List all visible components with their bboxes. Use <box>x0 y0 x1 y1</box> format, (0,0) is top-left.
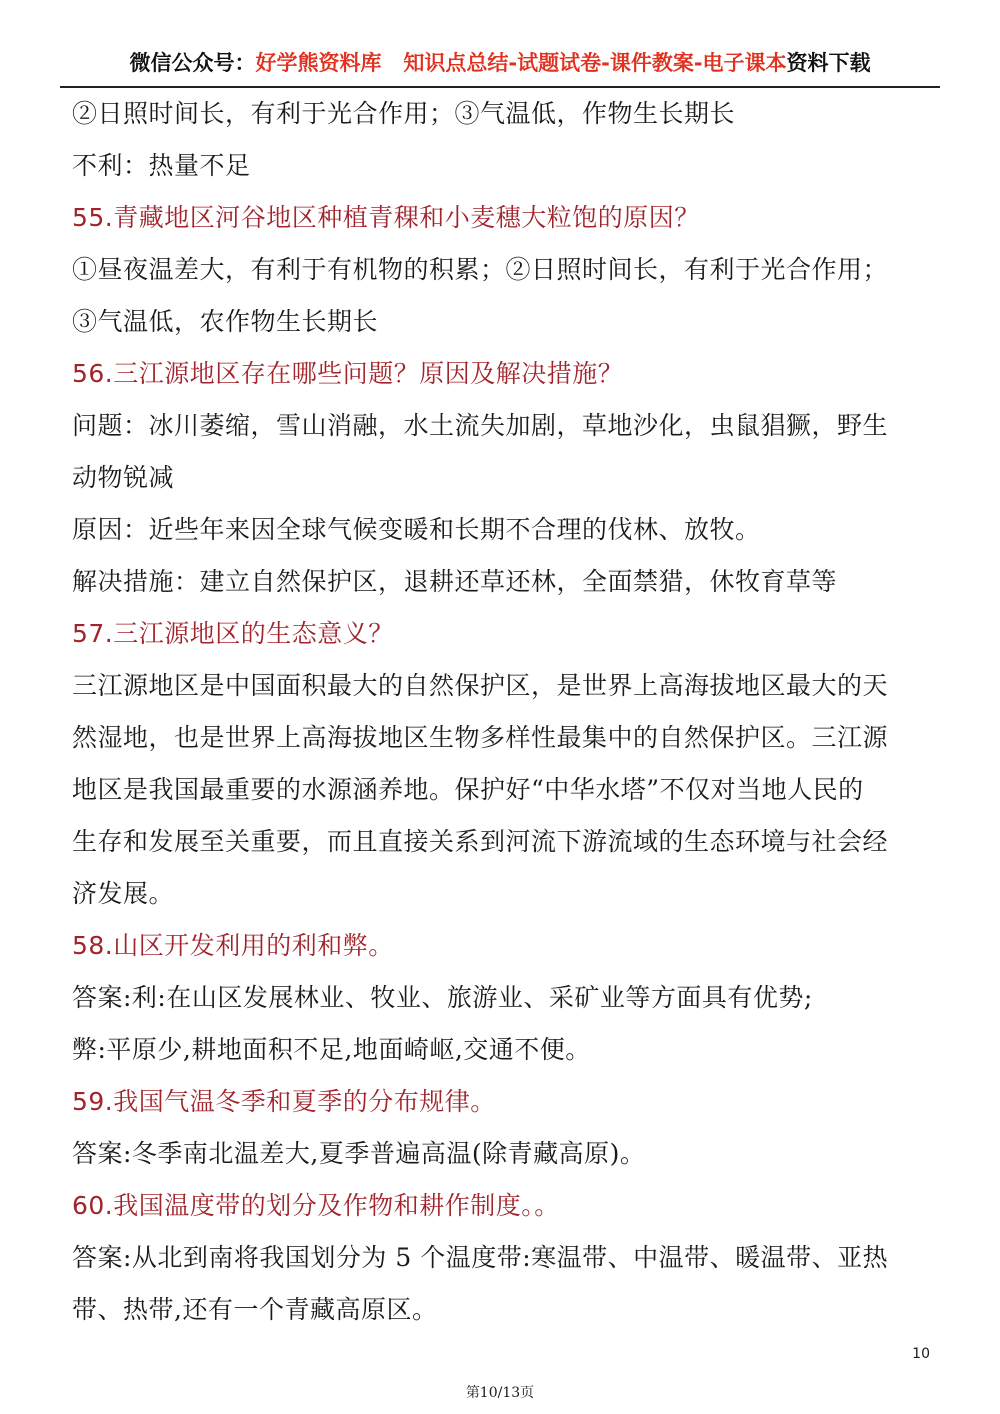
document-body <box>72 88 932 1336</box>
text-line: 动物锐减 <box>72 463 175 492</box>
text-line: 弊:平原少,耕地面积不足,地面崎岖,交通不便。 <box>72 1035 591 1064</box>
header-label: 微信公众号： <box>129 51 256 75</box>
question-heading: 55.青藏地区河谷地区种植青稞和小麦穗大粒饱的原因？ <box>72 203 700 232</box>
page-header <box>60 40 940 88</box>
header-tail: 资料下载 <box>786 51 871 75</box>
question-heading: 60.我国温度带的划分及作物和耕作制度。。 <box>72 1191 560 1220</box>
text-line: 带、热带,还有一个青藏高原区。 <box>72 1295 438 1324</box>
question-heading: 59.我国气温冬季和夏季的分布规律。 <box>72 1087 496 1116</box>
header-brand: 好学熊资料库 <box>255 51 382 75</box>
text-line: 解决措施：建立自然保护区，退耕还草还林，全面禁猎，休牧育草等 <box>72 567 838 596</box>
text-line: 答案:利:在山区发展林业、牧业、旅游业、采矿业等方面具有优势; <box>72 983 813 1012</box>
text-line: ①昼夜温差大，有利于有机物的积累；②日照时间长，有利于光合作用； <box>72 255 889 284</box>
text-line: 问题：冰川萎缩，雪山消融，水土流失加剧，草地沙化，虫鼠猖獗，野生 <box>72 411 889 440</box>
page-footer: 第10/13页 <box>465 1385 535 1401</box>
text-line: 然湿地，也是世界上高海拔地区生物多样性最集中的自然保护区。三江源 <box>72 723 889 752</box>
text-line: 地区是我国最重要的水源涵养地。保护好“中华水塔”不仅对当地人民的 <box>72 775 864 804</box>
text-line: 原因：近些年来因全球气候变暖和长期不合理的伐林、放牧。 <box>72 515 761 544</box>
text-line: ③气温低，农作物生长期长 <box>72 307 379 336</box>
text-line: 济发展。 <box>72 879 175 908</box>
question-heading: 56.三江源地区存在哪些问题？原因及解决措施？ <box>72 359 624 388</box>
page-number: 10 <box>912 1346 930 1362</box>
question-heading: 58.山区开发利用的利和弊。 <box>72 931 394 960</box>
text-line: 生存和发展至关重要，而且直接关系到河流下游流域的生态环境与社会经 <box>72 827 889 856</box>
text-line: 不利：热量不足 <box>72 151 251 180</box>
question-heading: 57.三江源地区的生态意义？ <box>72 619 394 648</box>
text-line: 答案:冬季南北温差大,夏季普遍高温(除青藏高原)。 <box>72 1139 646 1168</box>
text-line: 答案:从北到南将我国划分为 5 个温度带:寒温带、中温带、暖温带、亚热 <box>72 1243 889 1272</box>
text-line: 三江源地区是中国面积最大的自然保护区，是世界上高海拔地区最大的天 <box>72 671 889 700</box>
header-slogan: 知识点总结-试题试卷-课件教案-电子课本 <box>403 51 787 75</box>
text-line: ②日照时间长，有利于光合作用；③气温低，作物生长期长 <box>72 99 736 128</box>
